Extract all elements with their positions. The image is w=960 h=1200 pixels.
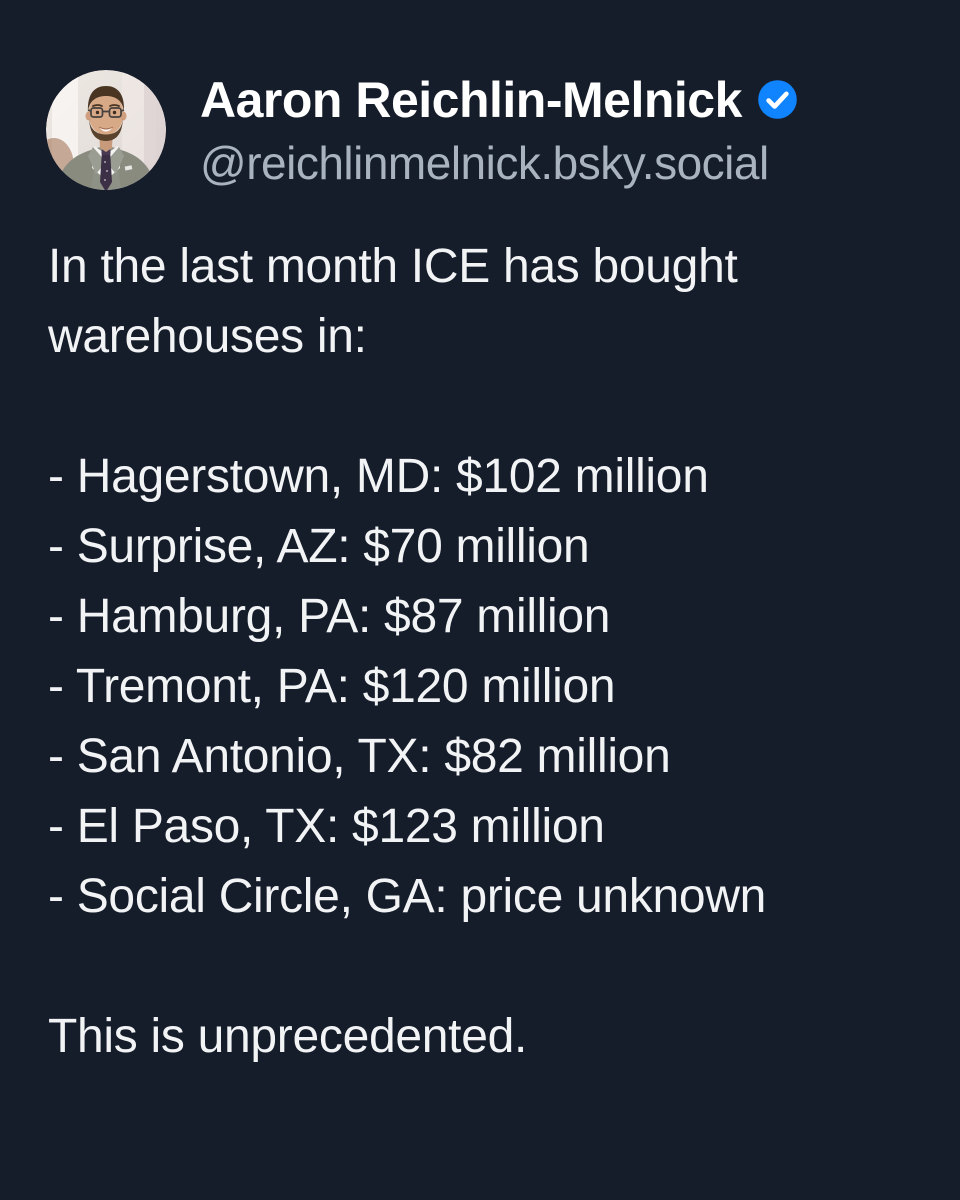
body-list-item: - Tremont, PA: $120 million [48,660,616,713]
author-block [200,71,798,190]
body-list-item: - Social Circle, GA: price unknown [48,870,767,923]
body-intro-line: In the last month ICE has bought [48,240,738,293]
author-name-row [200,71,798,129]
author-display-name[interactable]: Aaron Reichlin-Melnick [200,71,742,128]
post-body [48,232,916,1072]
body-list-item: - Surprise, AZ: $70 million [48,520,590,573]
body-list-item: - Hamburg, PA: $87 million [48,590,611,643]
post-header [46,70,916,190]
avatar-portrait-image [46,70,166,190]
author-handle[interactable]: @reichlinmelnick.bsky.social [200,136,769,189]
avatar[interactable] [46,70,166,190]
body-intro-line: warehouses in: [48,310,367,363]
body-outro-line: This is unprecedented. [48,1010,528,1063]
body-list-item: - San Antonio, TX: $82 million [48,730,671,783]
body-blank-line [48,372,916,442]
body-blank-line [48,932,916,1002]
body-list-item: - El Paso, TX: $123 million [48,800,605,853]
verified-badge-icon[interactable] [757,79,798,120]
body-list-item: - Hagerstown, MD: $102 million [48,450,709,503]
